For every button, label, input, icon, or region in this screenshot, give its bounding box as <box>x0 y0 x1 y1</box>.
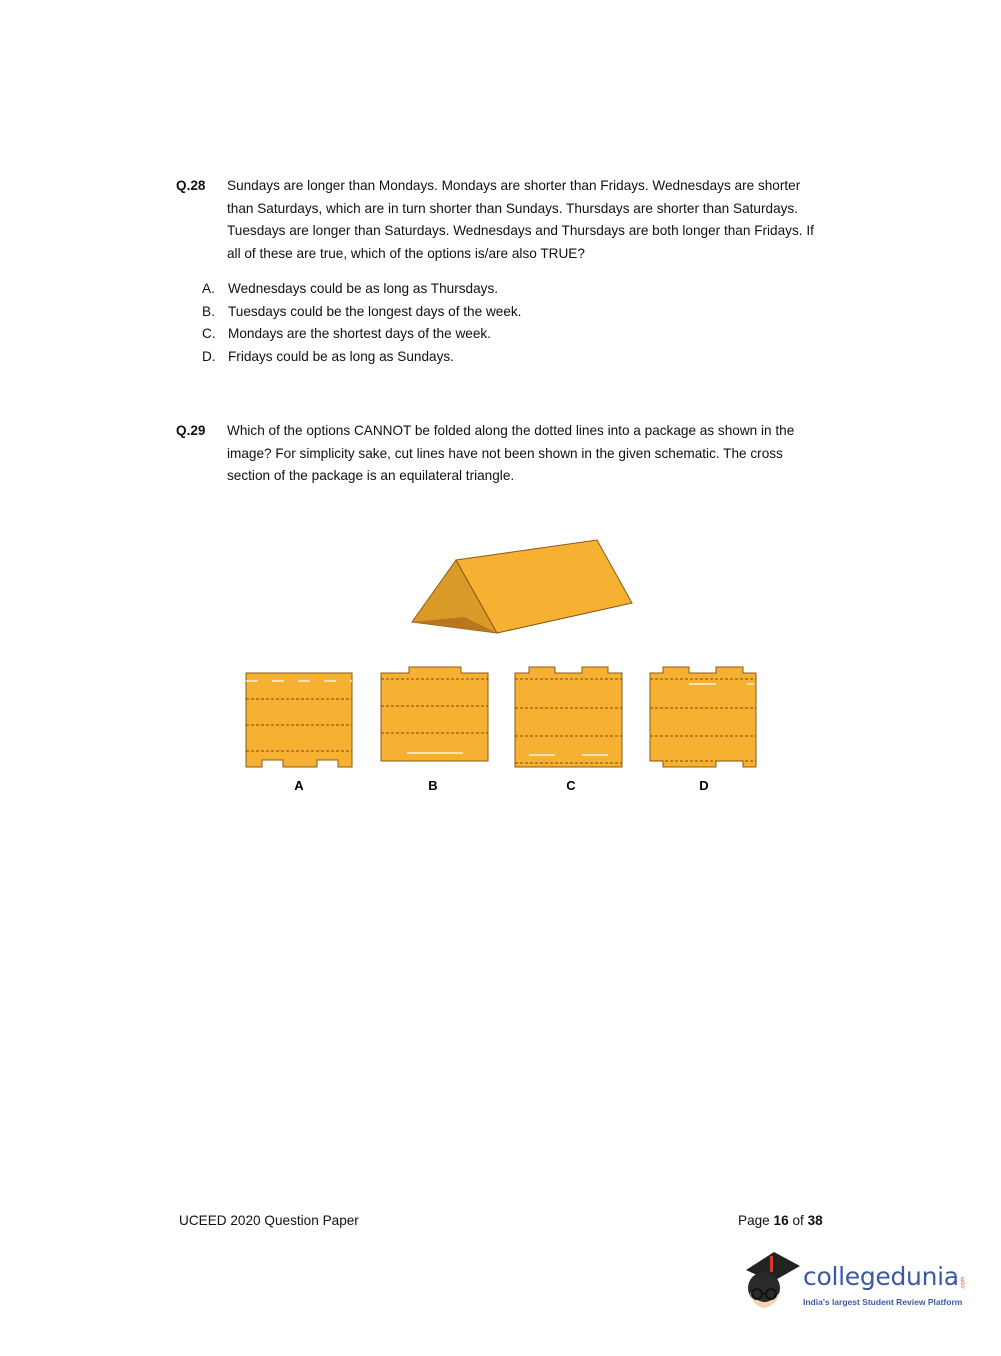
document-title: UCEED 2020 Question Paper <box>179 1213 359 1228</box>
brand-name: collegedunia <box>803 1262 959 1291</box>
net-a <box>246 673 352 767</box>
options-list <box>202 278 521 368</box>
net-b <box>381 667 488 761</box>
question-text: Which of the options CANNOT be folded along the dotted lines into a package as shown in the image? For simplicity sake, cut lines have not been shown in the given schematic. The cross section of the package is an equilateral triangle. <box>227 423 795 483</box>
label-c: C <box>566 778 576 793</box>
option-a: A. Wednesdays could be as long as Thursdays. <box>202 281 499 296</box>
option-b: B. Tuesdays could be the longest days of the week. <box>202 303 522 319</box>
brand-dotcom: .com <box>960 1276 967 1290</box>
question-text: Sundays are longer than Mondays. Mondays are shorter than Fridays. Wednesdays are shorter than Saturdays, which are in turn shorter than Sundays. Thursdays are shorter than Saturdays. Tuesdays are longer than Saturdays. Wednesdays and Thursdays are both longer than Fridays. If all of these are true, which of the options is/are also TRUE? <box>227 178 814 261</box>
mascot-logo-icon <box>740 1248 802 1318</box>
question-29 <box>176 420 826 488</box>
label-a: A <box>294 778 304 793</box>
net-c <box>515 667 622 767</box>
option-d: D. Fridays could be as long as Sundays. <box>202 348 454 364</box>
brand-tagline: India's largest Student Review Platform <box>803 1297 963 1307</box>
prism-image <box>412 540 632 633</box>
question-28 <box>176 175 826 265</box>
page-number: Page 16 of 38 <box>738 1213 823 1228</box>
label-d: D <box>699 778 709 793</box>
question-number: Q.29 <box>176 423 206 438</box>
question-number: Q.28 <box>176 178 206 193</box>
net-d <box>650 667 756 767</box>
label-b: B <box>428 778 438 793</box>
option-c: C. Mondays are the shortest days of the week. <box>202 326 491 341</box>
package-figure <box>240 535 770 800</box>
